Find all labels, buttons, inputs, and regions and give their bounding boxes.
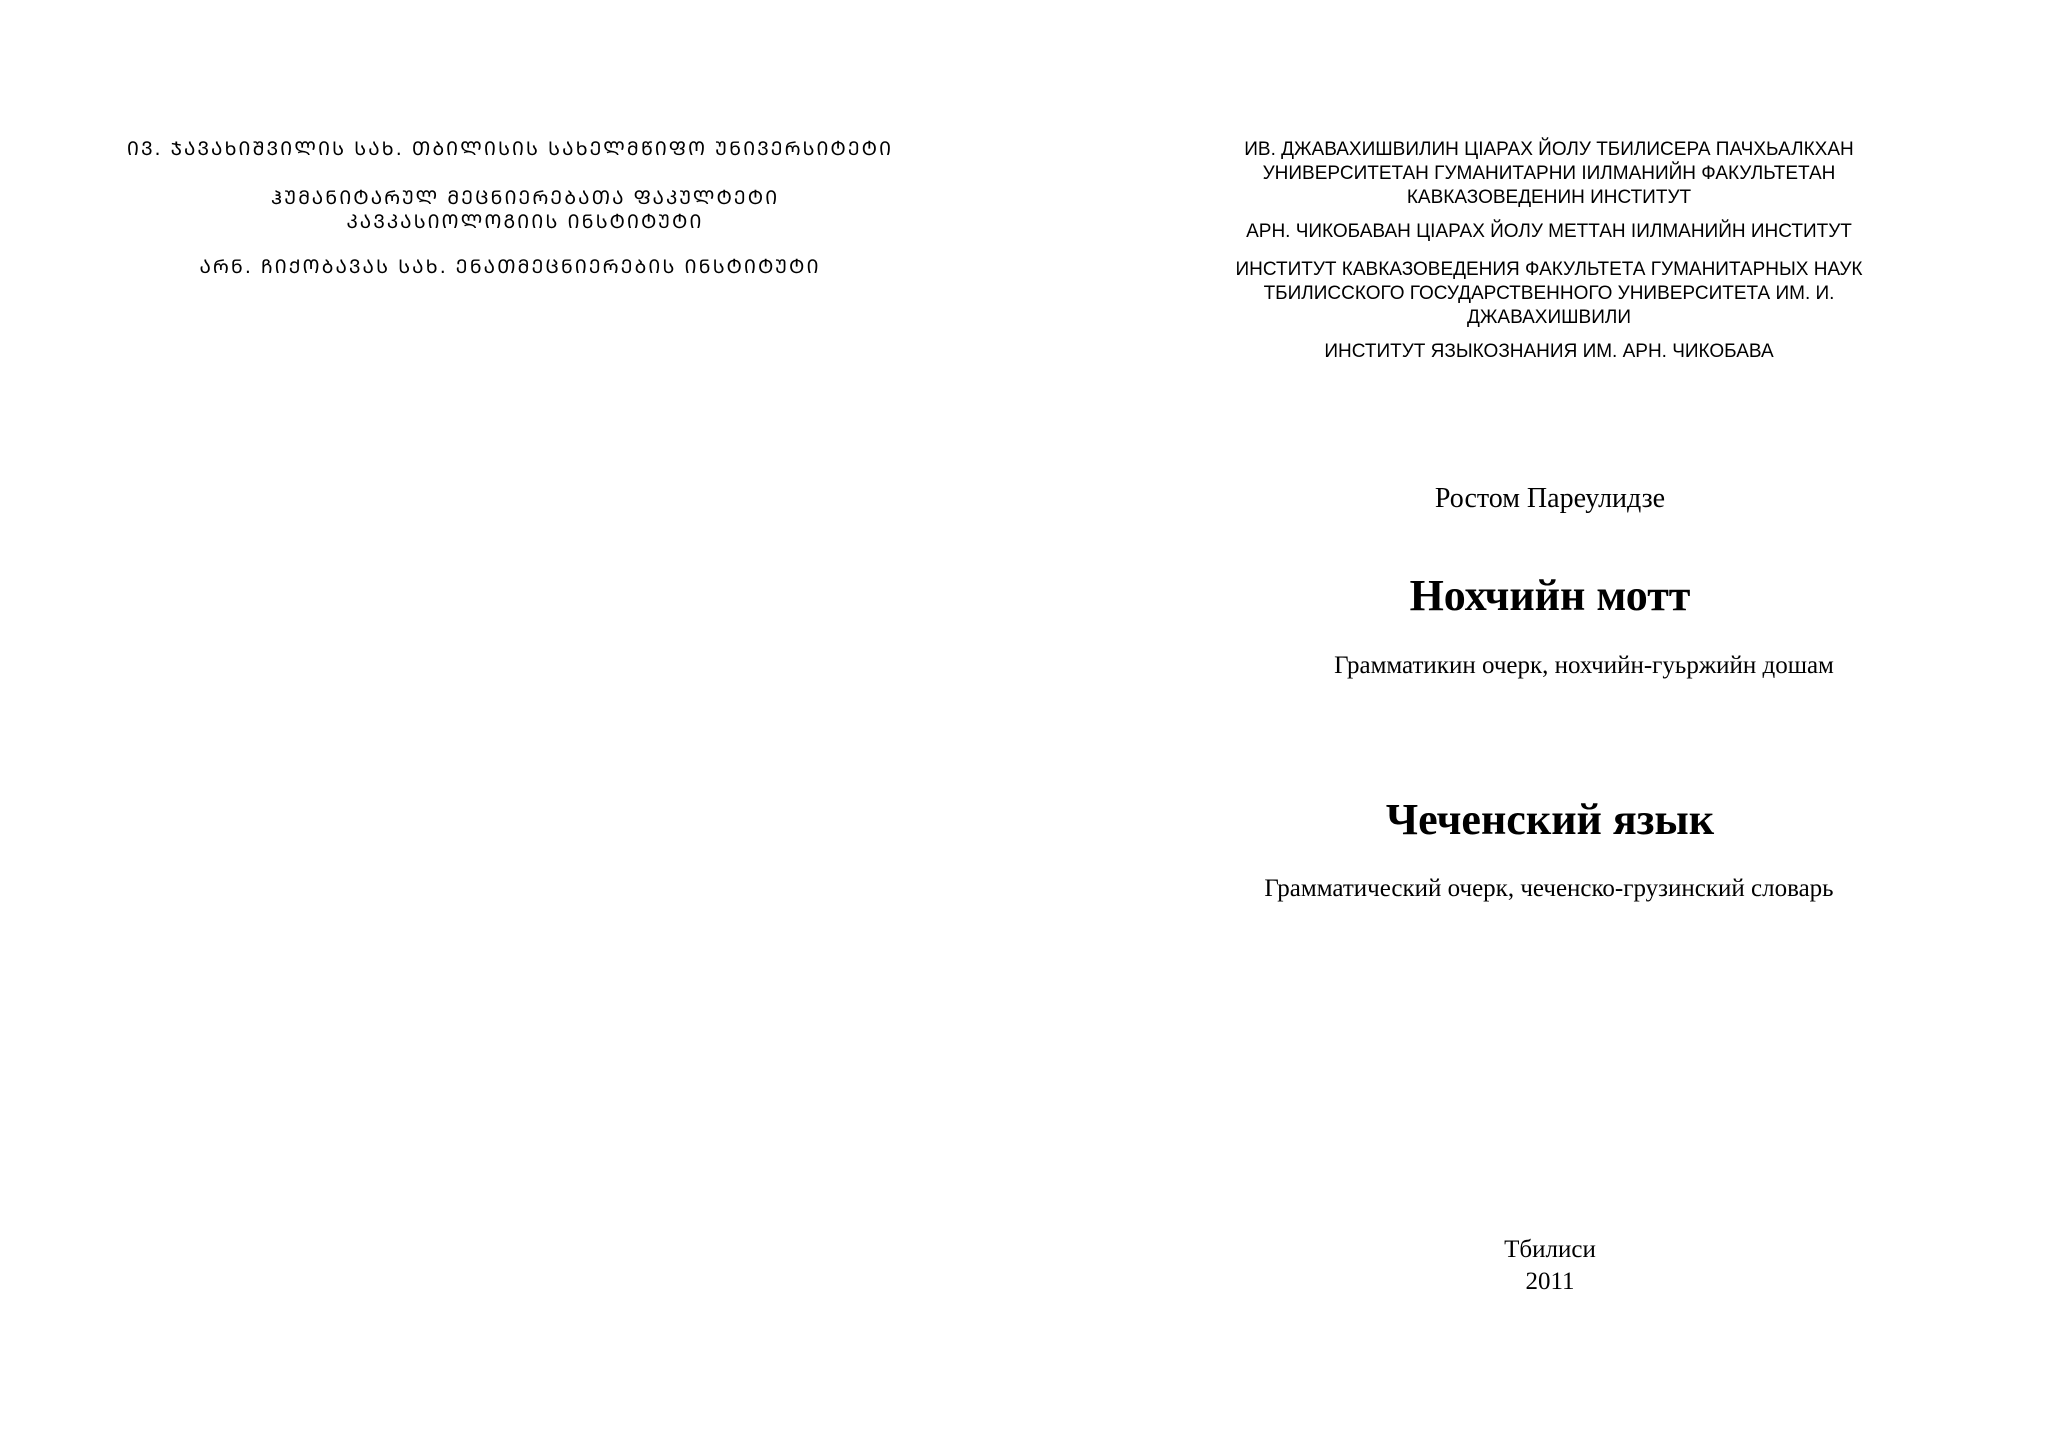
right-page (1024, 0, 2048, 1447)
institution-chechen-linguistics (1184, 220, 1914, 244)
institution-line: ДЖАВАХИШВИЛИ (1467, 307, 1631, 328)
author-name: Ростом Пареулидзе (1434, 483, 1666, 514)
city: Тбилиси (1504, 1236, 1596, 1263)
year: 2011 (1525, 1268, 1575, 1295)
institution-line: АРН. ЧИКОБАВАН ЦIАРАХ ЙОЛУ МЕТТАН IИЛМАНИЙН ИНСТИТУТ (1246, 221, 1852, 242)
institution-line: ИВ. ДЖАВАХИШВИЛИН ЦIАРАХ ЙОЛУ ТБИЛИСЕРА ПАЧХЬАЛКХАН (1244, 139, 1854, 160)
title-russian: Чеченский язык (1385, 795, 1715, 844)
institution-line: ИНСТИТУТ ЯЗЫКОЗНАНИЯ ИМ. АРН. ЧИКОБАВА (1324, 341, 1774, 362)
georgian-faculty-name: ᲰᲣᲛᲐᲜᲘᲢᲐᲠᲣᲚ ᲛᲔᲪᲜᲘᲔᲠᲔᲑᲐᲗᲐ ᲤᲐᲙᲣᲚᲢᲔᲢᲘ (270, 187, 780, 209)
title-chechen: Нохчийн мотт (1409, 571, 1691, 620)
publication-place (1024, 1234, 2048, 1298)
institution-line: КАВКАЗОВЕДЕНИН ИНСТИТУТ (1406, 187, 1692, 208)
georgian-linguistics-institute-name: ᲐᲠᲜ. ᲩᲘᲥᲝᲑᲐᲕᲐᲡ ᲡᲐᲮ. ᲔᲜᲐᲗᲛᲔᲪᲜᲘᲔᲠᲔᲑᲘᲡ ᲘᲜᲡᲢᲘᲢᲣᲢᲘ (199, 256, 821, 278)
georgian-university-name: ᲘᲕ. ᲯᲐᲕᲐᲮᲘᲨᲕᲘᲚᲘᲡ ᲡᲐᲮ. ᲗᲑᲘᲚᲘᲡᲘᲡ ᲡᲐᲮᲔᲚᲛᲬᲘᲤᲝ ᲣᲜᲘᲕᲔᲠᲡᲘᲢᲔᲢᲘ (126, 138, 894, 160)
subtitle-chechen: Грамматикин очерк, нохчийн-гуьржийн дошам (1334, 652, 1834, 679)
institution-line: ИНСТИТУТ КАВКАЗОВЕДЕНИЯ ФАКУЛЬТЕТА ГУМАНИТАРНЫХ НАУК (1235, 259, 1863, 280)
institution-chechen-university (1184, 138, 1914, 210)
institution-russian-linguistics (1184, 340, 1914, 364)
institution-line: УНИВЕРСИТЕТАН ГУМАНИТАРНИ IИЛМАНИЙН ФАКУЛЬТЕТАН (1262, 163, 1836, 184)
institution-russian-university (1184, 258, 1914, 330)
institution-line: ТБИЛИССКОГО ГОСУДАРСТВЕННОГО УНИВЕРСИТЕТА ИМ. И. (1263, 283, 1835, 304)
subtitle-russian: Грамматический очерк, чеченско-грузинский словарь (1264, 875, 1834, 902)
georgian-institute-name: ᲙᲐᲕᲙᲐᲡᲘᲝᲚᲝᲒᲘᲘᲡ ᲘᲜᲡᲢᲘᲢᲣᲢᲘ (346, 211, 704, 233)
